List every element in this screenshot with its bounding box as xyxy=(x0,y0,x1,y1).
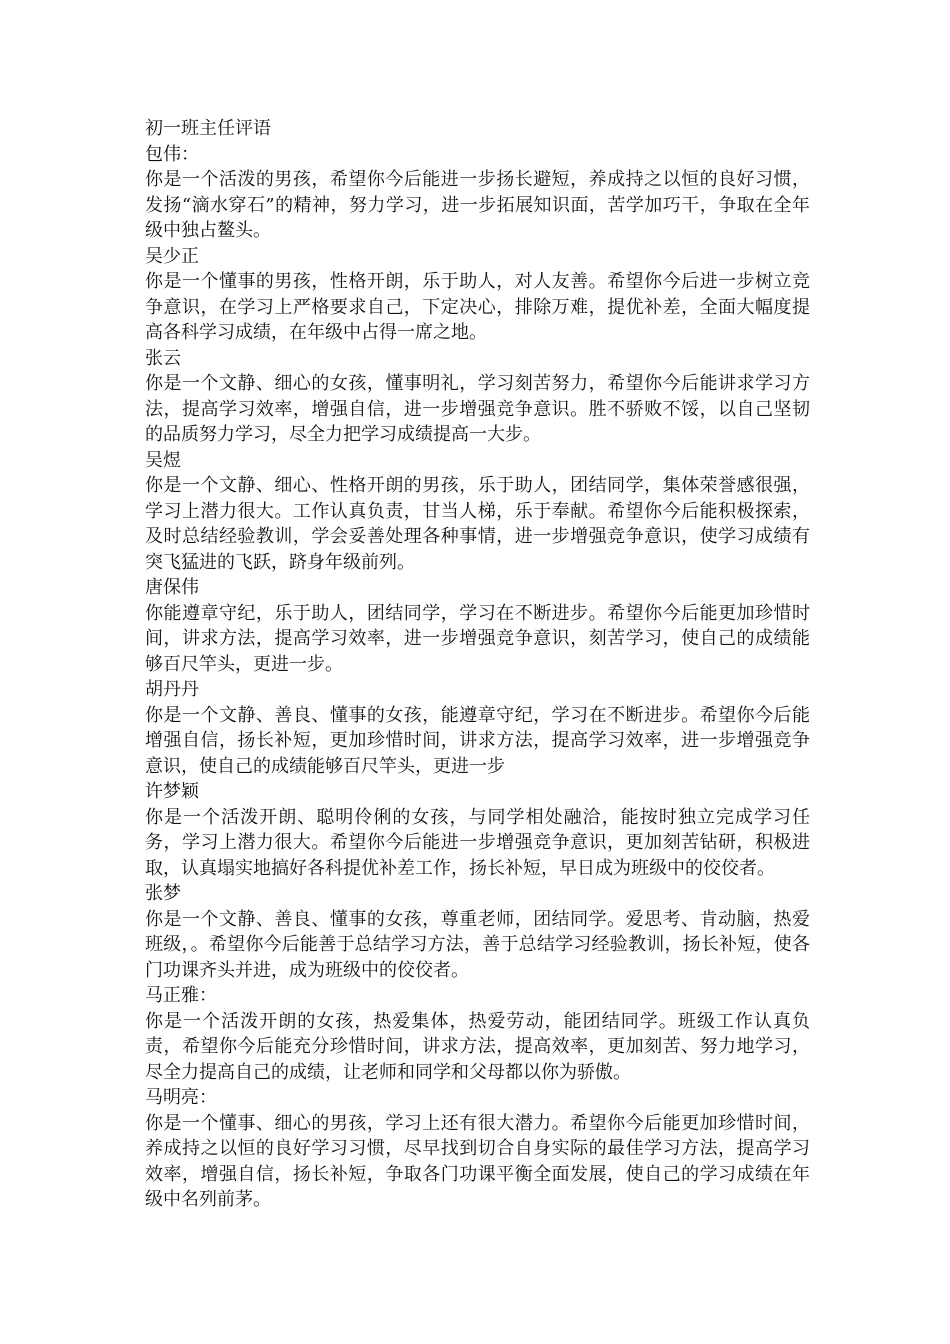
document-title: 初一班主任评语 xyxy=(145,118,271,139)
student-name: 马明亮： xyxy=(145,1087,217,1108)
student-name: 包伟： xyxy=(145,143,199,165)
student-comment: 你是一个文静、善良、懂事的女孩，能遵章守纪，学习在不断进步。希望你今后能增强自信，扬长补短，更加珍惜时间，讲求方法，提高学习效率，进一步增强竞争意识，使自己的成绩能够百尺竿头，更进一步 xyxy=(145,704,810,777)
student-name: 唐保伟 xyxy=(145,577,199,598)
student-comment: 你是一个文静、细心的女孩，懂事明礼，学习刻苦努力，希望你今后能讲求学习方法，提高学习效率，增强自信，进一步增强竞争意识。胜不骄败不馁，以自己坚韧的品质努力学习，尽全力把学习成绩提高一大步。 xyxy=(145,373,810,445)
student-comment: 你是一个懂事的男孩，性格开朗，乐于助人，对人友善。希望你今后进一步树立竞争意识，在学习上严格要求自己，下定决心，排除万难，提优补差，全面大幅度提高各科学习成绩，在年级中占得一席之地。 xyxy=(145,271,810,343)
student-name: 张云 xyxy=(145,347,181,369)
student-comment: 你是一个懂事、细心的男孩，学习上还有很大潜力。希望你今后能更加珍惜时间，养成持之以恒的良好学习习惯，尽早找到切合自身实际的最佳学习方法，提高学习效率，增强自信，扬长补短，争取各门功课平衡全面发展，使自己的学习成绩在年级中名列前茅。 xyxy=(145,1112,810,1210)
student-name: 吴少正 xyxy=(145,245,199,267)
student-comment: 你是一个活泼开朗、聪明伶俐的女孩，与同学相处融洽，能按时独立完成学习任务，学习上潜力很大。希望你今后能进一步增强竞争意识，更加刻苦钻研，积极进取，认真塌实地搞好各科提优补差工作，扬长补短，早日成为班级中的佼佼者。 xyxy=(145,806,810,879)
student-comment: 你能遵章守纪，乐于助人，团结同学，学习在不断进步。希望你今后能更加珍惜时间，讲求方法，提高学习效率，进一步增强竞争意识，刻苦学习，使自己的成绩能够百尺竿头，更进一步。 xyxy=(145,602,810,675)
student-name: 胡丹丹 xyxy=(145,679,199,700)
student-name: 许梦颖 xyxy=(145,781,199,802)
student-name: 张梦 xyxy=(145,883,181,904)
student-name: 马正雅： xyxy=(145,985,217,1006)
student-name: 吴煜 xyxy=(145,449,181,471)
student-comment: 你是一个文静、细心、性格开朗的男孩，乐于助人，团结同学，集体荣誉感很强，学习上潜力很大。工作认真负责，甘当人梯，乐于奉献。希望你今后能积极探索，及时总结经验教训，学会妥善处理各种事情，进一步增强竞争意识，使学习成绩有突飞猛进的飞跃，跻身年级前列。 xyxy=(145,475,810,573)
document-body xyxy=(145,116,810,1213)
student-comment: 你是一个活泼开朗的女孩，热爱集体，热爱劳动，能团结同学。班级工作认真负责，希望你今后能充分珍惜时间，讲求方法，提高效率，更加刻苦、努力地学习，尽全力提高自己的成绩，让老师和同学和父母都以你为骄傲。 xyxy=(145,1010,810,1083)
student-comment: 你是一个文静、善良、懂事的女孩，尊重老师，团结同学。爱思考、肯动脑，热爱班级，。希望你今后能善于总结学习方法，善于总结学习经验教训，扬长补短，使各门功课齐头并进，成为班级中的佼佼者。 xyxy=(145,908,810,981)
student-comment: 你是一个活泼的男孩，希望你今后能进一步扬长避短，养成持之以恒的良好习惯，发扬“滴水穿石”的精神，努力学习，进一步拓展知识面，苦学加巧干，争取在全年级中独占鳌头。 xyxy=(145,169,810,241)
